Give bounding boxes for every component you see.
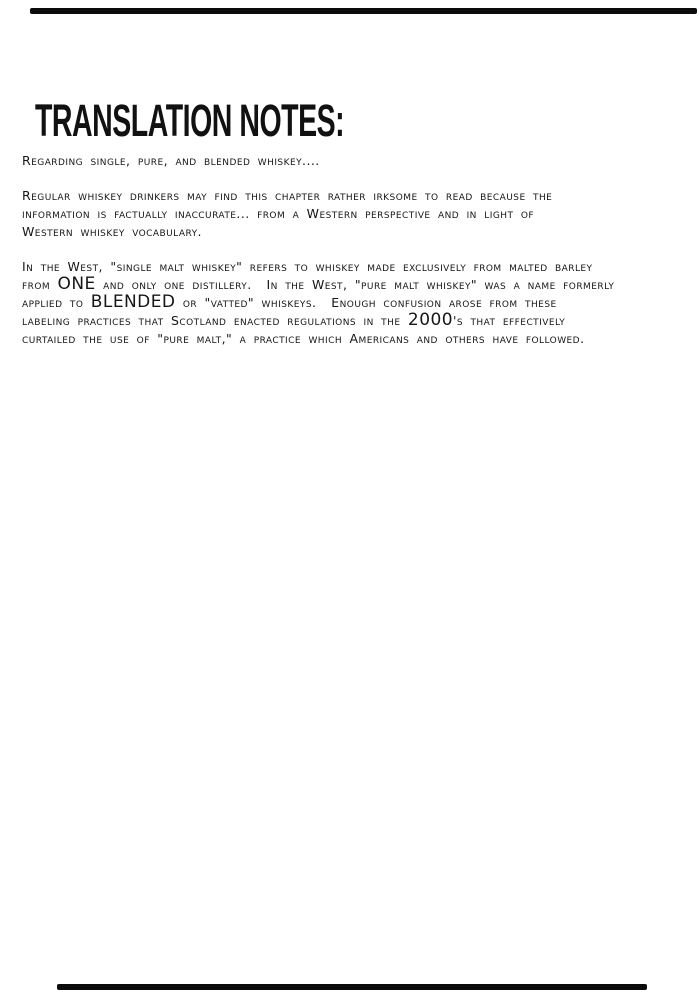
text-line — [22, 258, 682, 276]
text-segment: curtailed the use of "pure malt," a practice which Americans and others have followed. — [22, 331, 585, 346]
text-segment: labeling practices that Scotland enacted regulations in the — [22, 313, 408, 328]
text-segment: In the West, "single malt whiskey" refers to whiskey made exclusively from malted barley — [22, 259, 593, 274]
emphasized-word: ONE — [57, 274, 96, 294]
page-title: TRANSLATION NOTES: — [35, 97, 345, 147]
text-line — [22, 205, 682, 223]
text-line — [22, 294, 682, 312]
text-segment: 's that effectively — [453, 313, 566, 328]
text-line — [22, 312, 682, 330]
text-line — [22, 152, 682, 170]
paragraph — [22, 187, 682, 241]
emphasized-word: BLENDED — [90, 292, 176, 312]
text-segment: Regular whiskey drinkers may find this chapter rather irksome to read because the — [22, 188, 553, 203]
paragraph — [22, 258, 682, 348]
text-line — [22, 187, 682, 205]
notes-body — [22, 152, 682, 365]
text-segment: Western whiskey vocabulary. — [22, 224, 202, 239]
paragraph — [22, 152, 682, 170]
text-segment: information is factually inaccurate... from a Western perspective and in light of — [22, 206, 535, 221]
text-segment: or "vatted" whiskeys. Enough confusion arose from these — [175, 295, 557, 310]
text-segment: from — [22, 277, 58, 292]
text-segment: and only one distillery. In the West, "pure malt whiskey" was a name formerly — [95, 277, 615, 292]
text-segment: applied to — [22, 295, 91, 310]
text-segment: Regarding single, pure, and blended whiskey.... — [22, 153, 320, 168]
scan-artifact-top-bar — [30, 8, 697, 14]
text-line — [22, 330, 682, 348]
scan-artifact-bottom-bar — [57, 984, 647, 990]
text-line — [22, 223, 682, 241]
emphasized-word: 2000 — [407, 310, 453, 330]
